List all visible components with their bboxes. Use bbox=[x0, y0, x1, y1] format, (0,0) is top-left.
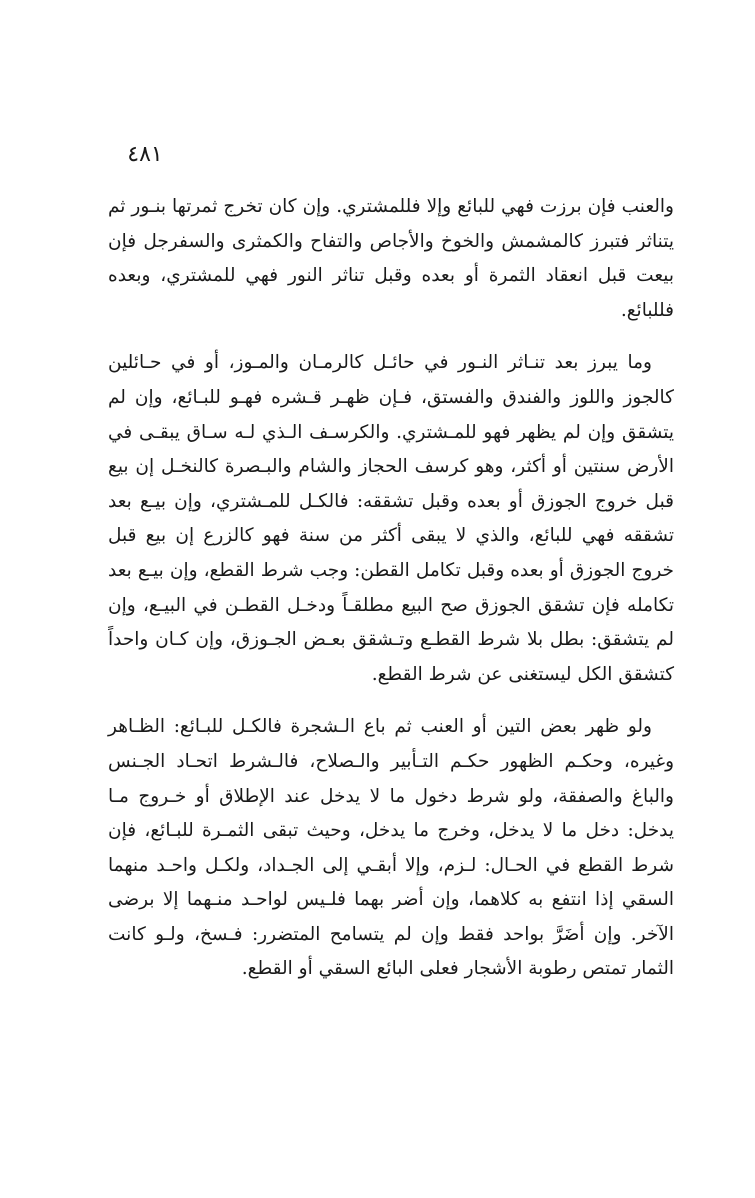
paragraph-1: والعنب فإن برزت فهي للبائع وإلا فللمشتري. وإن كان تخرج ثمرتها بنـور ثم يتناثر فتبرز كالمشمش والخوخ والأجاص والتفاح والكمثرى والسفرجل فإن بيعت قبل انعقاد الثمرة أو بعده وقبل تناثر النور فهي للمشتري، وبعده فللبائع. bbox=[108, 196, 674, 321]
paragraph-3: ولو ظهر بعض التين أو العنب ثم باع الـشجرة فالكـل للبـائع: الظـاهر وغيره، وحكـم الظهور حكـم التـأبير والـصلاح، فالـشرط اتحـاد الجـنس والباغ والصفقة، ولو شرط دخول ما لا يدخل عند الإطلاق أو خـروج مـا يدخل: دخل ما لا يدخل، وخرج ما يدخل، وحيث تبقى الثمـرة للبـائع، فإن شرط القطع في الحـال: لـزم، وإلا أبقـي إلى الجـداد، ولكـل واحـد منهما السقي إذا انتفع به كلاهما، وإن أضر بهما فلـيس لواحـد منـهما إلا برضى الآخر. وإن أضَرَّ بواحد فقط وإن لم يتسامح المتضرر: فـسخ، ولـو كانت الثمار تمتص رطوبة الأشجار فعلى البائع السقي أو القطع. bbox=[108, 716, 674, 980]
page-number: ٤٨١ bbox=[127, 142, 163, 167]
paragraph-2: وما يبرز بعد تنـاثر النـور في حائـل كالرمـان والمـوز، أو في حـائلين كالجوز واللوز والفندق والفستق، فـإن ظهـر قـشره فهـو للبـائع، وإن لم يتشقق وإن لم يظهر فهو للمـشتري. والكرسـف الـذي لـه سـاق يبقـى في الأرض سنتين أو أكثر، وهو كرسف الحجاز والشام والبـصرة كالنخـل إن بيع قبل خروج الجوزق أو بعده وقبل تشققه: فالكـل للمـشتري، وإن بيـع بعد تشققه فهي للبائع، والذي لا يبقى أكثر من سنة فهو كالزرع إن بيع قبل خروج الجوزق أو بعده وقبل تكامل القطن: وجب شرط القطع، وإن بيـع بعد تكامله فإن تشقق الجوزق صح البيع مطلقـاً ودخـل القطـن في البيـع، وإن لم يتشقق: بطل بلا شرط القطـع وتـشقق بعـض الجـوزق، وإن كـان واحداً كتشقق الكل ليستغنى عن شرط القطع. bbox=[108, 352, 674, 685]
body-text bbox=[108, 190, 674, 1005]
